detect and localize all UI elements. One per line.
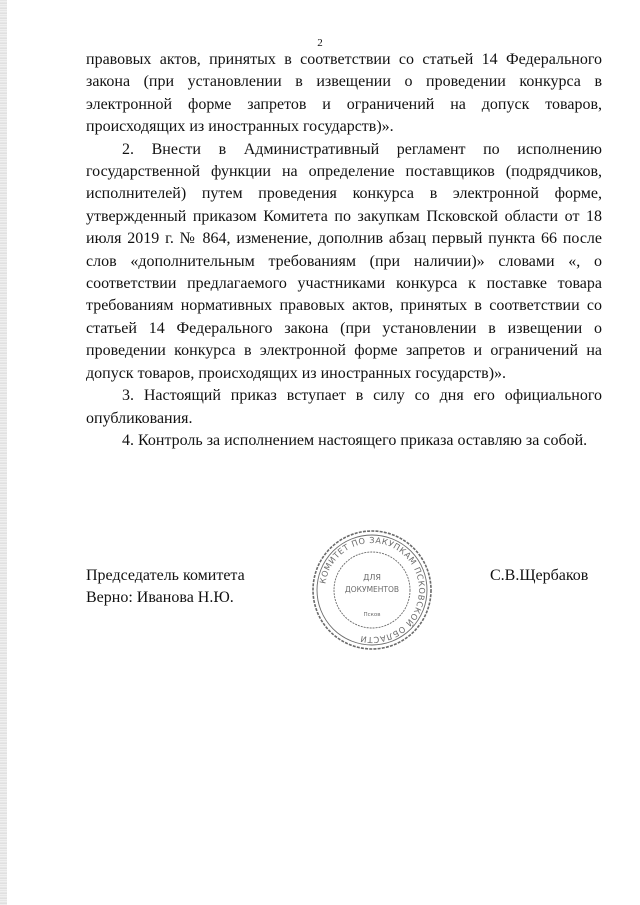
stamp-line-2: ДОКУМЕНТОВ	[344, 585, 400, 594]
signatory-name: С.В.Щербаков	[490, 567, 589, 584]
paragraph-item-3: 3. Настоящий приказ вступает в силу со дня его официального опубликования.	[86, 387, 602, 427]
certified-by: Верно: Иванова Н.Ю.	[86, 589, 234, 606]
page-number: 2	[317, 37, 323, 49]
stamp-line-3: Псков	[363, 612, 381, 618]
paragraph-item-2: 2. Внести в Административный регламент по исполнению государственной функции на определение поставщиков (подрядчиков, исполнителей) путем проведения конкурса в электронной форме, утвержденный приказом Комитета по закупкам Псковской области от 18 июля 2019 г. № 864, изменение, дополнив абзац первый пункта 66 после слов «дополнительным требованиям (при наличии)» словами «, о соответствии предлагаемого участниками конкурса к поставке товара требованиям нормативных правовых актов, принятых в соответствии со статьей 14 Федерального закона (при установлении в извещении о проведении конкурса в электронной форме запретов и ограничений на допуск товаров, происходящих из иностранных государств)».	[86, 140, 602, 382]
official-stamp	[310, 528, 434, 652]
signature-block-left	[86, 565, 245, 609]
stamp-ring-text: КОМИТЕТ ПО ЗАКУПКАМ ПСКОВСКОЙ ОБЛАСТИ	[317, 534, 428, 646]
signatory-position: Председатель комитета	[86, 567, 245, 584]
document-body	[86, 49, 602, 452]
scan-edge-artifact	[0, 0, 7, 905]
paragraph-continuation: правовых актов, принятых в соответствии со статьей 14 Федерального закона (при установлении в извещении о проведении конкурса в электронной форме запретов и ограничений на допуск товаров, происходящих из иностранных государств)».	[86, 51, 602, 136]
paragraph-item-4: 4. Контроль за исполнением настоящего приказа оставляю за собой.	[122, 431, 588, 449]
stamp-line-1: ДЛЯ	[363, 573, 381, 582]
